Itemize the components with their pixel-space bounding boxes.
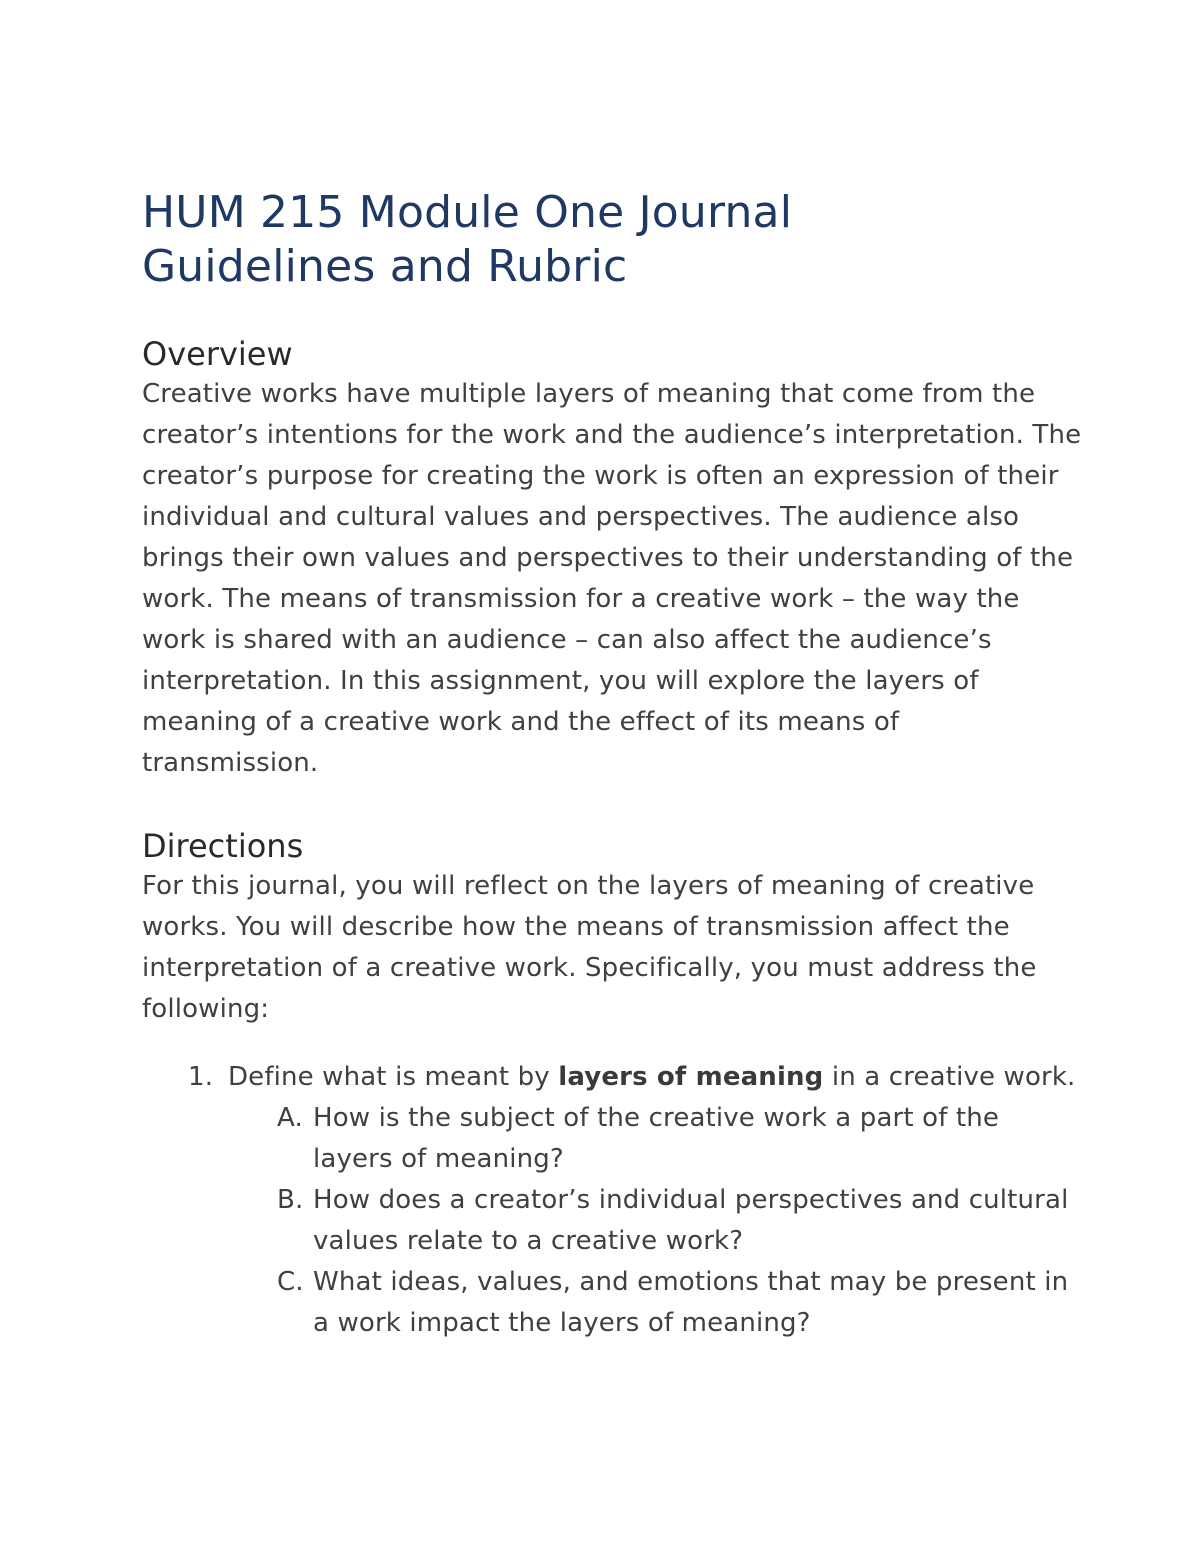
list-item-text-before: Define what is meant by [228,1062,559,1092]
sub-list-item-text: How does a creator’s individual perspectives and cultural values relate to a creative work? [313,1185,1069,1256]
document-page [142,186,1082,1344]
sub-list-item [228,1180,1082,1262]
list-marker: 1. [188,1062,214,1092]
sub-list-item [228,1262,1082,1344]
directions-heading: Directions [142,827,304,865]
list-item-text-after: in a creative work. [823,1062,1076,1092]
title-line-2: Guidelines and Rubric [142,241,628,292]
directions-list [142,1057,1082,1344]
sub-list-marker: B. [277,1185,304,1215]
sub-list [228,1098,1082,1344]
sub-list-marker: C. [277,1267,304,1297]
sub-list-item-text: What ideas, values, and emotions that may be present in a work impact the layers of meaning? [313,1267,1069,1338]
directions-paragraph: For this journal, you will reflect on the layers of meaning of creative works. You will describe how the means of transmission affect the interpretation of a creative work. Specifically, you must address the following: [142,871,1037,1024]
title-line-1: HUM 215 Module One Journal [142,187,793,238]
list-item [142,1057,1082,1344]
overview-heading: Overview [142,335,293,373]
sub-list-marker: A. [277,1103,303,1133]
sub-list-item [228,1098,1082,1180]
overview-paragraph: Creative works have multiple layers of meaning that come from the creator’s intentions for the work and the audience’s interpretation. The creator’s purpose for creating the work is often an expression of their individual and cultural values and perspectives. The audience also brings their own values and perspectives to their understanding of the work. The means of transmission for a creative work – the way the work is shared with an audience – can also affect the audience’s interpretation. In this assignment, you will explore the layers of meaning of a creative work and the effect of its means of transmission. [142,379,1082,778]
list-item-bold-term: layers of meaning [558,1062,824,1092]
sub-list-item-text: How is the subject of the creative work a part of the layers of meaning? [313,1103,1000,1174]
document-title [142,186,1082,294]
